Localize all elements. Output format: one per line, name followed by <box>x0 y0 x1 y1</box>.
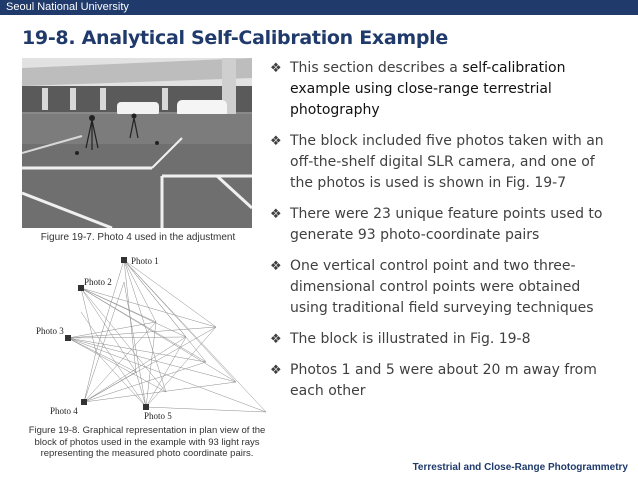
course-footer: Terrestrial and Close-Range Photogrammetry <box>412 462 628 473</box>
bullet-marker: ❖ <box>270 61 282 76</box>
ray-diagram-svg <box>36 252 272 422</box>
photo-2-label: Photo 2 <box>84 277 112 287</box>
slide-title: 19-8. Analytical Self-Calibration Example <box>22 27 448 49</box>
bullet-marker: ❖ <box>270 207 282 222</box>
figure-19-8-caption: Figure 19-8. Graphical representation in plan view of the block of photos used in the example with 93 light rays representing the measured photo coordinate pairs. <box>28 425 266 459</box>
ray-diagram <box>36 252 272 422</box>
photo-illustration <box>22 58 252 228</box>
bullet-item: ❖ The block is illustrated in Fig. 19-8 <box>270 329 620 350</box>
bullet-list <box>270 58 620 412</box>
bullet-item: ❖ This section describes a self-calibration example using close-range terrestrial photography <box>270 60 566 118</box>
photo-1-label: Photo 1 <box>131 256 159 266</box>
photo-4-label: Photo 4 <box>50 406 78 416</box>
photo-4-marker <box>81 399 87 405</box>
figure-19-7-caption: Figure 19-7. Photo 4 used in the adjustment <box>40 232 236 243</box>
university-label: Seoul National University <box>6 1 129 13</box>
photo-5-label: Photo 5 <box>144 411 172 421</box>
bullet-item: ❖ The block included five photos taken with an off-the-shelf digital SLR camera, and one of the photos is used is shown in Fig. 19-7 <box>270 133 604 191</box>
top-bar <box>0 0 638 15</box>
photo-1-marker <box>121 257 127 263</box>
bullet-item: ❖ There were 23 unique feature points used to generate 93 photo-coordinate pairs <box>270 206 603 243</box>
photo-5-marker <box>143 404 149 410</box>
bullet-marker: ❖ <box>270 363 282 378</box>
parking-lot-photo <box>22 58 252 228</box>
photo-3-label: Photo 3 <box>36 326 64 336</box>
bullet-marker: ❖ <box>270 259 282 274</box>
bullet-item: ❖ Photos 1 and 5 were about 20 m away from each other <box>270 362 597 399</box>
bullet-item: ❖ One vertical control point and two three-dimensional control points were obtained using traditional field surveying techniques <box>270 258 594 316</box>
bullet-marker: ❖ <box>270 134 282 149</box>
bullet-marker: ❖ <box>270 332 282 347</box>
photo-3-marker <box>65 335 71 341</box>
